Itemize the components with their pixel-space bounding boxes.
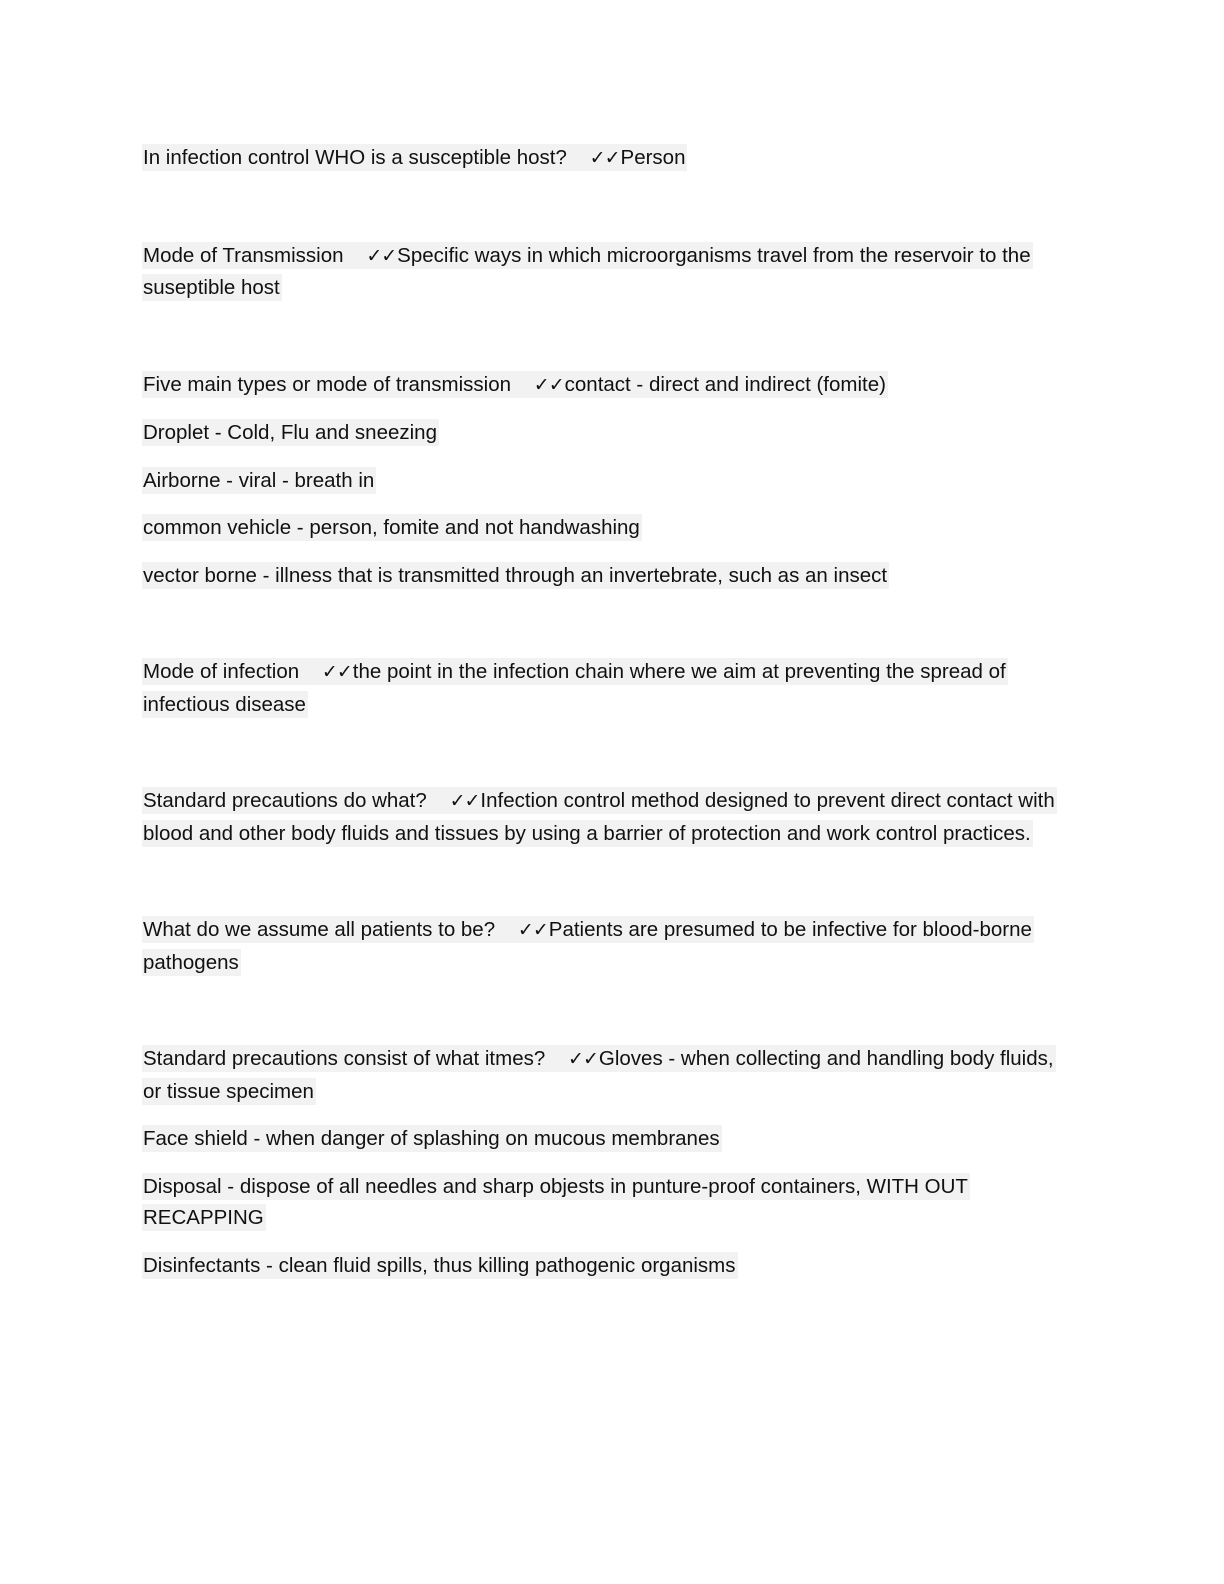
highlighted-text: Face shield - when danger of splashing on mucous membranes: [143, 1127, 720, 1150]
check-mark-icon: ✓✓: [517, 919, 548, 941]
check-mark-icon: ✓✓: [589, 147, 620, 169]
flashcard-entry: [142, 656, 1062, 720]
check-mark-icon: ✓✓: [533, 373, 564, 396]
entry-line: [142, 240, 1062, 304]
highlighted-text: Airborne - viral - breath in: [143, 468, 375, 492]
answer-continuation-line: [142, 417, 1062, 449]
answer-text: contact - direct and indirect (fomite): [564, 372, 886, 396]
flashcard-entry: [142, 1043, 1062, 1281]
answer-continuation-line: [142, 465, 1062, 497]
question-text: In infection control WHO is a susceptible host?: [143, 146, 567, 169]
highlighted-text: Disinfectants - clean fluid spills, thus killing pathogenic organisms: [143, 1253, 736, 1277]
flashcard-entry: [142, 240, 1062, 304]
entry-line: [142, 1043, 1062, 1107]
flashcard-entry: [142, 369, 1062, 592]
highlighted-text: [142, 787, 1057, 847]
entry-line: [142, 785, 1062, 849]
check-mark-icon: ✓✓: [449, 790, 480, 812]
highlighted-text: Droplet - Cold, Flu and sneezing: [143, 421, 437, 444]
flashcard-entry: [142, 785, 1062, 849]
entry-line: [142, 369, 1062, 402]
entry-line: [142, 142, 1062, 175]
check-mark-icon: ✓✓: [321, 661, 352, 683]
question-text: Five main types or mode of transmission: [143, 372, 511, 396]
highlighted-text: Disposal - dispose of all needles and sharp objests in punture-proof containers, WITH OUT RECAPPING: [143, 1174, 968, 1229]
answer-continuation-line: [142, 1123, 1062, 1155]
check-mark-icon: ✓✓: [568, 1048, 598, 1070]
answer-text: Gloves - when collecting and handling body fluids, or tissue specimen: [143, 1047, 1054, 1103]
document-page: [142, 142, 1062, 1281]
answer-continuation-line: [142, 560, 1062, 592]
highlighted-text: [142, 916, 1034, 976]
entry-line: [142, 656, 1062, 720]
flashcard-entry: [142, 914, 1062, 978]
answer-continuation-line: [142, 1171, 1062, 1234]
answer-continuation-line: [142, 512, 1062, 544]
answer-text: Specific ways in which microorganisms travel from the reservoir to the suseptible host: [143, 243, 1031, 299]
answer-text: the point in the infection chain where we aim at preventing the spread of infectious disease: [143, 660, 1006, 716]
question-text: Mode of Transmission: [143, 243, 344, 267]
question-text: Standard precautions do what?: [143, 789, 427, 812]
highlighted-text: common vehicle - person, fomite and not handwashing: [143, 516, 640, 539]
check-mark-icon: ✓✓: [366, 244, 397, 267]
answer-continuation-line: [142, 1250, 1062, 1282]
answer-text: Person: [620, 146, 686, 169]
answer-text: Infection control method designed to prevent direct contact with blood and other body fluids and tissues by using a barrier of protection and work control practices.: [143, 789, 1055, 845]
highlighted-text: vector borne - illness that is transmitted through an invertebrate, such as an insect: [143, 563, 888, 587]
highlighted-text: [142, 242, 1033, 302]
question-text: What do we assume all patients to be?: [143, 918, 496, 941]
highlighted-text: [142, 1045, 1056, 1105]
question-text: Mode of infection: [143, 660, 300, 683]
highlighted-text: [142, 658, 1008, 718]
entry-line: [142, 914, 1062, 978]
question-text: Standard precautions consist of what itmes?: [143, 1047, 546, 1070]
answer-text: Patients are presumed to be infective for blood-borne pathogens: [143, 918, 1032, 974]
flashcard-entry: [142, 142, 1062, 175]
highlighted-text: [142, 371, 888, 398]
highlighted-text: [142, 144, 687, 171]
